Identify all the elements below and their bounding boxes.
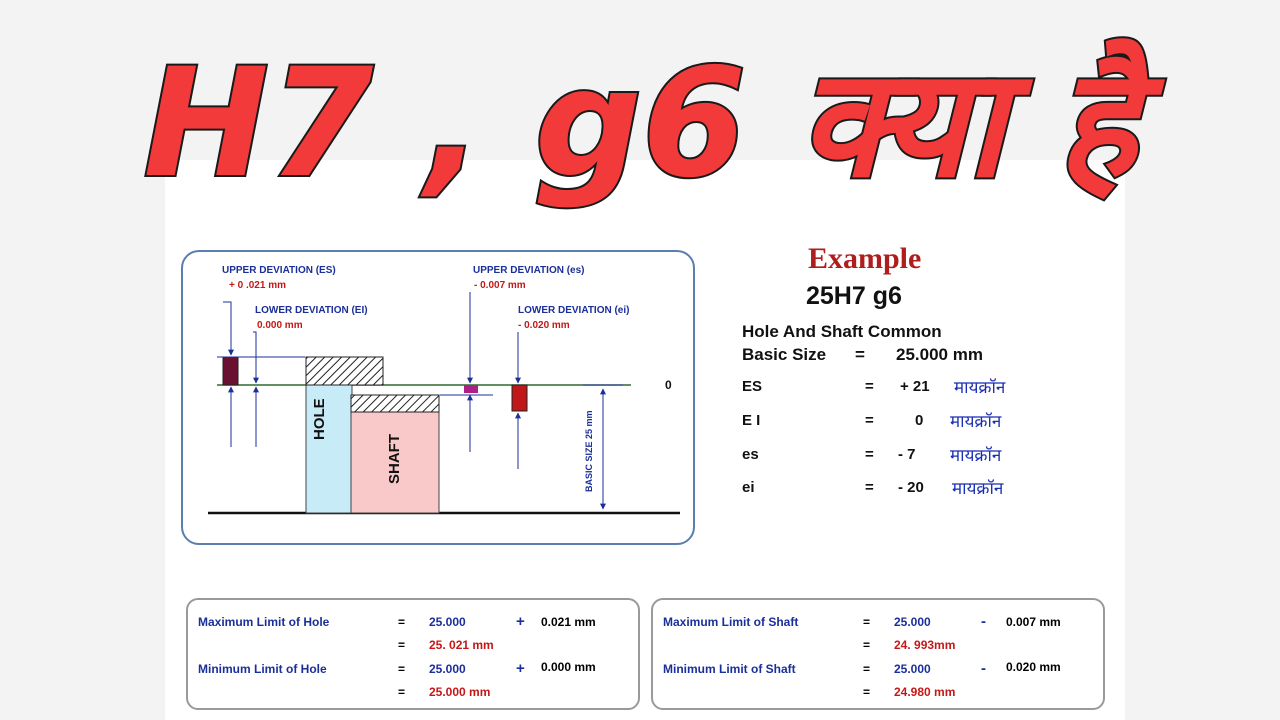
min-hole-base: 25.000 [429,662,466,676]
max-shaft-label: Maximum Limit of Shaft [663,615,799,629]
row-es-eq: = [865,378,874,395]
row-ei-hole-value: 0 [915,412,924,429]
hole-limits-box [186,598,640,710]
min-shaft-eq: = [863,662,871,676]
row-ei-hole-label: E I [742,412,761,429]
diagram-drawing [183,252,693,543]
shaft-upper-zone [464,385,478,393]
row-es-shaft-unit: मायक्रॉन [950,446,1002,466]
max-shaft-base: 25.000 [894,615,931,629]
min-shaft-dev: 0.020 mm [1006,660,1061,674]
row-ei-shaft-label: ei [742,479,755,496]
shaft-lower-dev-value: - 0.020 mm [518,320,570,331]
max-shaft-eq2: = [863,638,871,652]
row-es-value: + 21 [900,378,930,395]
max-hole-op: + [516,613,525,630]
min-hole-op: + [516,660,525,677]
min-shaft-result: 24.980 mm [894,685,956,699]
max-hole-result: 25. 021 mm [429,638,494,652]
max-hole-base: 25.000 [429,615,466,629]
shaft-tolerance-zone [512,385,527,411]
row-ei-shaft-value: - 20 [898,479,924,496]
max-shaft-dev: 0.007 mm [1006,615,1061,629]
hole-lower-dev-label: LOWER DEVIATION (EI) [255,305,368,316]
hole-upper-dev-label: UPPER DEVIATION (ES) [222,265,336,276]
hole-label: HOLE [311,398,328,440]
shaft-label: SHAFT [386,434,403,484]
max-hole-eq: = [398,615,406,629]
row-es-unit: मायक्रॉन [954,378,1006,398]
row-es-shaft-eq: = [865,446,874,463]
shaft-limits-box [651,598,1105,710]
example-code: 25H7 g6 [806,282,902,310]
min-hole-eq2: = [398,685,406,699]
basic-size-label: BASIC SIZE 25 mm [584,410,594,492]
min-hole-eq: = [398,662,406,676]
min-hole-label: Minimum Limit of Hole [198,662,327,676]
hole-lower-dev-value: 0.000 mm [257,320,303,331]
example-title: Example [808,242,922,275]
hole-hatch [306,357,383,385]
row-ei-hole-unit: मायक्रॉन [950,412,1002,432]
hole-tolerance-zone [223,357,238,385]
tolerance-diagram [181,250,695,545]
max-hole-eq2: = [398,638,406,652]
headline-text: H7 , g6 क्या है [143,37,1137,211]
min-shaft-eq2: = [863,685,871,699]
example-heading: Hole And Shaft Common [742,322,942,341]
max-shaft-result: 24. 993mm [894,638,956,652]
min-shaft-op: - [981,660,986,677]
basic-size-label: Basic Size [742,345,827,364]
row-es-shaft-label: es [742,446,759,463]
row-es-shaft-value: - 7 [898,446,916,463]
basic-size-value: 25.000 mm [896,345,983,364]
min-hole-dev: 0.000 mm [541,660,596,674]
basic-size-eq: = [855,345,865,364]
zero-label: 0 [665,378,672,392]
min-shaft-label: Minimum Limit of Shaft [663,662,796,676]
headline-svg [0,0,1280,220]
shaft-hatch [351,395,439,412]
shaft-lower-dev-label: LOWER DEVIATION (ei) [518,305,630,316]
row-ei-hole-eq: = [865,412,874,429]
hole-upper-dev-value: + 0 .021 mm [229,280,286,291]
max-shaft-op: - [981,613,986,630]
row-es-label: ES [742,378,763,395]
min-hole-result: 25.000 mm [429,685,491,699]
min-shaft-base: 25.000 [894,662,931,676]
row-ei-shaft-eq: = [865,479,874,496]
max-hole-dev: 0.021 mm [541,615,596,629]
max-hole-label: Maximum Limit of Hole [198,615,330,629]
shaft-upper-dev-value: - 0.007 mm [474,280,526,291]
row-ei-shaft-unit: मायक्रॉन [952,479,1004,499]
headline [0,0,1280,220]
max-shaft-eq: = [863,615,871,629]
shaft-upper-dev-label: UPPER DEVIATION (es) [473,265,585,276]
